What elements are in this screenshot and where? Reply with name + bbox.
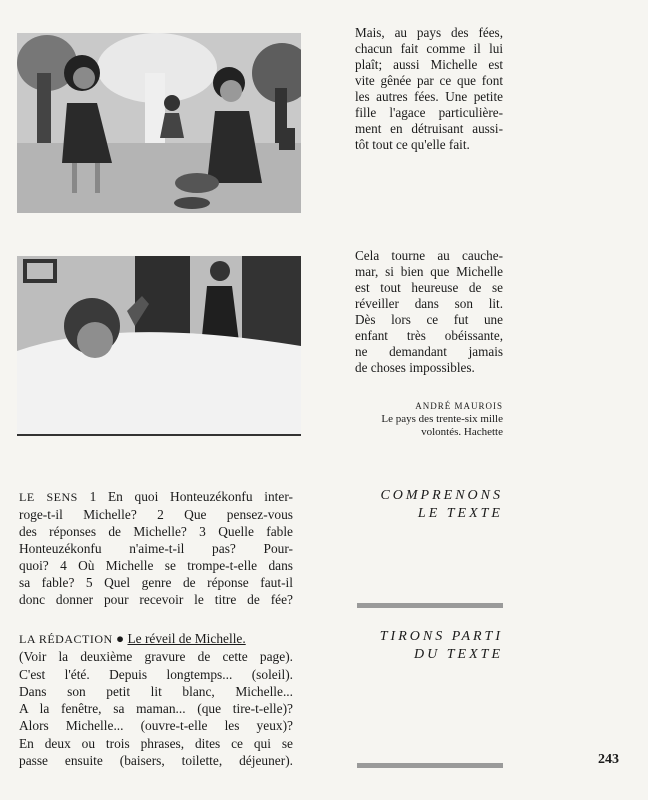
le-sens-line: roge-t-il Michelle? 2 Que pensez-vous: [19, 507, 293, 522]
story2-line: de choses impossibles.: [355, 360, 475, 375]
story2-line: est tout heureuse de se: [355, 280, 503, 295]
redaction-line: Alors Michelle... (ouvre-t-elle les yeux)?: [19, 718, 293, 734]
heading-tirons-line1: TIRONS PARTI: [379, 629, 503, 644]
redaction-line: En deux ou trois phrases, dites ce qui se: [19, 735, 293, 751]
story2-line: ne demandant jamais: [355, 344, 503, 359]
le-sens-line: des réponses de Michelle? 3 Quelle fable: [19, 524, 293, 539]
story2-line: mar, si bien que Michelle: [355, 264, 503, 279]
story1-line: plaît; aussi Michelle est: [355, 57, 503, 72]
illustration-fairies-playing: [17, 33, 301, 213]
citation-book: Le pays des trente-six mille: [381, 413, 503, 425]
story2-line: réveiller dans son lit.: [355, 296, 503, 311]
story1-line: tôt tout ce qu'elle fait.: [355, 137, 470, 152]
redaction-line: Dans son petit lit blanc, Michelle...: [19, 683, 293, 699]
le-sens-line: quoi? 4 Où Michelle se trompe-t-elle dans: [19, 558, 293, 573]
story-paragraph-1: [355, 25, 503, 153]
citation-author: ANDRÉ MAUROIS: [415, 401, 503, 411]
redaction-title: Le réveil de Michelle.: [127, 631, 246, 646]
story1-line: chacun fait comme il lui: [355, 41, 503, 56]
story2-line: enfant très obéissante,: [355, 328, 503, 343]
le-sens-questions: [19, 488, 293, 608]
redaction-line: (Voir la deuxième gravure de cette page).: [19, 649, 293, 665]
le-sens-line: sa fable? 5 Quel genre de réponse faut-il: [19, 575, 293, 590]
redaction-bullet: ●: [116, 631, 125, 646]
divider-bar-2: [357, 763, 503, 768]
le-sens-label: LE SENS: [19, 490, 78, 504]
heading-comprenons: [340, 487, 503, 523]
story1-line: fille l'agace particulière-: [355, 105, 503, 120]
redaction-line: passe ensuite (baisers, toilette, déjeuner).: [19, 753, 293, 769]
heading-comprenons-line1: COMPRENONS: [380, 488, 503, 503]
citation-publisher: volontés. Hachette: [421, 426, 503, 438]
story1-line: Mais, au pays des fées,: [355, 25, 503, 40]
redaction-label: LA RÉDACTION: [19, 632, 113, 646]
story1-line: ment en détruisant aussi-: [355, 121, 503, 136]
illustration-fairies-playing-art: [17, 33, 301, 213]
citation: [340, 400, 503, 439]
redaction-exercise: [19, 630, 293, 769]
story2-line: Dès lors ce fut une: [355, 312, 503, 327]
story1-line: vite gênée par ce que font: [355, 73, 503, 88]
divider-bar-1: [357, 603, 503, 608]
illustration-michelle-waking: [17, 256, 301, 436]
redaction-line: C'est l'été. Depuis longtemps... (soleil).: [19, 666, 293, 682]
story-paragraph-2: [355, 248, 503, 376]
illustration-michelle-waking-art: [17, 256, 301, 436]
story1-line: les autres fées. Une petite: [355, 89, 503, 104]
page-number: 243: [598, 752, 619, 767]
heading-tirons-line2: DU TEXTE: [414, 647, 503, 662]
redaction-line: A la fenêtre, sa maman... (que tire-t-elle)?: [19, 701, 293, 717]
le-sens-line: 1 En quoi Honteuzékonfu inter-: [89, 489, 293, 504]
heading-tirons-parti: [340, 628, 503, 664]
story2-line: Cela tourne au cauche-: [355, 248, 503, 263]
le-sens-line: donc donner pour recevoir le titre de fée?: [19, 592, 293, 607]
le-sens-line: Honteuzékonfu n'aime-t-il pas? Pour-: [19, 541, 293, 556]
heading-comprenons-line2: LE TEXTE: [417, 506, 503, 521]
